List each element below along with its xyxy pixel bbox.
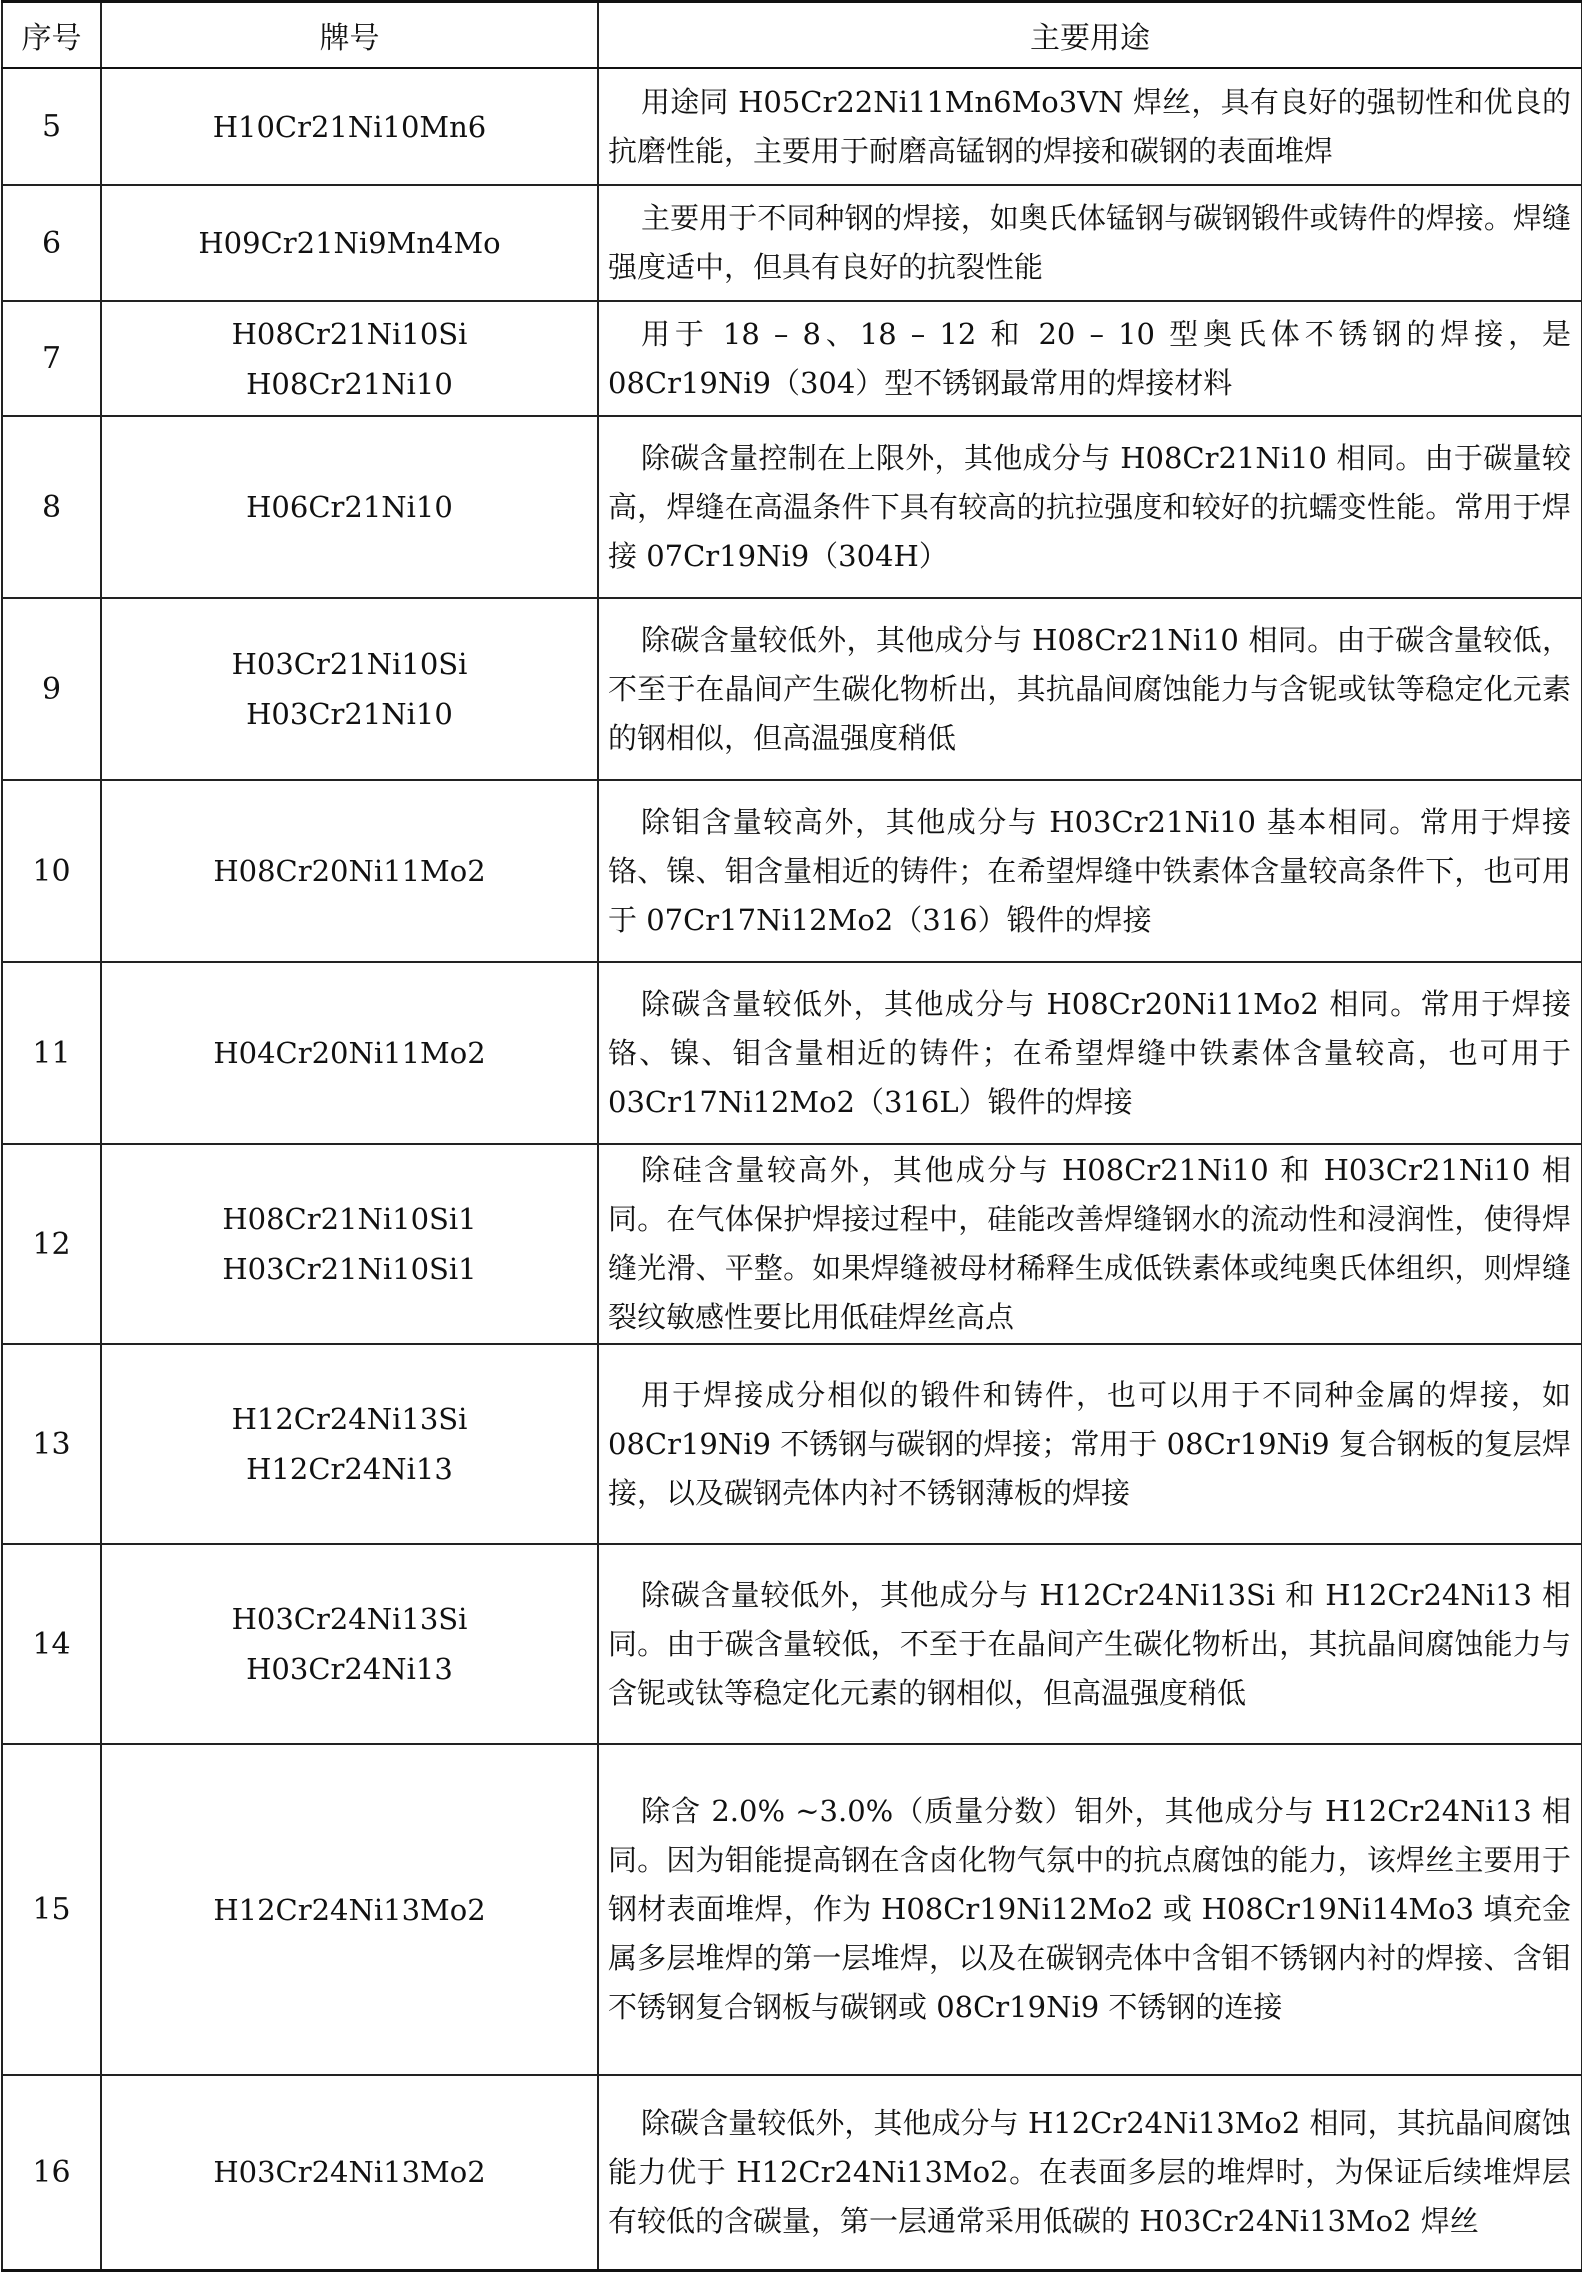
header-grade: 牌号	[101, 2, 598, 69]
grade-code: H12Cr24Ni13Si	[231, 1402, 468, 1436]
row-seq: 16	[2, 2075, 101, 2270]
row-grade	[101, 416, 598, 598]
table-row	[2, 1344, 1582, 1544]
header-use: 主要用途	[598, 2, 1582, 69]
row-use: 除含 2.0% ~3.0%（质量分数）钼外，其他成分与 H12Cr24Ni13 相同。因为钼能提高钢在含卤化物气氛中的抗点腐蚀的能力，该焊丝主要用于钢材表面堆焊，作为 H08Cr19Ni12Mo2 或 H08Cr19Ni14Mo3 填充金属多层堆焊的第一层堆焊，以及在碳钢壳体中含钼不锈钢内衬的焊接、含钼不锈钢复合钢板与碳钢或 08Cr19Ni9 不锈钢的连接	[598, 1744, 1582, 2075]
row-seq: 7	[2, 301, 101, 416]
row-grade	[101, 1744, 598, 2075]
table-row	[2, 2075, 1582, 2270]
row-grade	[101, 780, 598, 962]
row-seq: 12	[2, 1144, 101, 1344]
row-seq: 11	[2, 962, 101, 1144]
row-seq: 8	[2, 416, 101, 598]
welding-wire-table	[1, 0, 1582, 2272]
row-use: 除硅含量较高外，其他成分与 H08Cr21Ni10 和 H03Cr21Ni10 相同。在气体保护焊接过程中，硅能改善焊缝钢水的流动性和浸润性，使得焊缝光滑、平整。如果焊缝被母材稀释生成低铁素体或纯奥氏体组织，则焊缝裂纹敏感性要比用低硅焊丝高点	[598, 1144, 1582, 1344]
row-use: 主要用于不同种钢的焊接，如奥氏体锰钢与碳钢锻件或铸件的焊接。焊缝强度适中，但具有良好的抗裂性能	[598, 185, 1582, 301]
table-row	[2, 68, 1582, 185]
row-seq: 5	[2, 68, 101, 185]
grade-code: H08Cr21Ni10	[246, 366, 453, 401]
row-seq: 6	[2, 185, 101, 301]
grade-code: H10Cr21Ni10Mn6	[212, 109, 487, 144]
table-row	[2, 416, 1582, 598]
grade-code: H03Cr24Ni13Mo2	[213, 2155, 486, 2190]
row-use: 用途同 H05Cr22Ni11Mn6Mo3VN 焊丝，具有良好的强韧性和优良的抗磨性能，主要用于耐磨高锰钢的焊接和碳钢的表面堆焊	[598, 68, 1582, 185]
row-use: 除碳含量较低外，其他成分与 H12Cr24Ni13Si 和 H12Cr24Ni13 相同。由于碳含量较低，不至于在晶间产生碳化物析出，其抗晶间腐蚀能力与含铌或钛等稳定化元素的钢相似，但高温强度稍低	[598, 1544, 1582, 1744]
grade-code: H03Cr24Ni13Si	[231, 1602, 468, 1636]
table-row	[2, 1744, 1582, 2075]
grade-code: H03Cr21Ni10Si1	[222, 1252, 477, 1286]
row-grade	[101, 301, 598, 416]
table-row	[2, 962, 1582, 1144]
grade-code: H08Cr21Ni10Si1	[222, 1202, 477, 1236]
row-grade	[101, 962, 598, 1144]
row-grade	[101, 1144, 598, 1344]
table-row	[2, 1544, 1582, 1744]
row-use: 用于焊接成分相似的锻件和铸件，也可以用于不同种金属的焊接，如 08Cr19Ni9 不锈钢与碳钢的焊接；常用于 08Cr19Ni9 复合钢板的复层焊接，以及碳钢壳体内衬不锈钢薄板的焊接	[598, 1344, 1582, 1544]
grade-code: H12Cr24Ni13	[246, 1452, 453, 1486]
grade-code: H06Cr21Ni10	[246, 490, 453, 524]
row-use: 除碳含量较低外，其他成分与 H08Cr21Ni10 相同。由于碳含量较低，不至于在晶间产生碳化物析出，其抗晶间腐蚀能力与含铌或钛等稳定化元素的钢相似，但高温强度稍低	[598, 598, 1582, 780]
table-row	[2, 1144, 1582, 1344]
table-row	[2, 301, 1582, 416]
row-use: 除钼含量较高外，其他成分与 H03Cr21Ni10 基本相同。常用于焊接铬、镍、钼含量相近的铸件；在希望焊缝中铁素体含量较高条件下，也可用于 07Cr17Ni12Mo2（316）锻件的焊接	[598, 780, 1582, 962]
grade-code: H08Cr21Ni10Si	[231, 316, 468, 351]
grade-code: H09Cr21Ni9Mn4Mo	[198, 226, 501, 260]
grade-code: H12Cr24Ni13Mo2	[213, 1892, 486, 1927]
table-body	[2, 68, 1582, 2270]
row-grade	[101, 1544, 598, 1744]
row-use: 除碳含量较低外，其他成分与 H08Cr20Ni11Mo2 相同。常用于焊接铬、镍、钼含量相近的铸件；在希望焊缝中铁素体含量较高，也可用于 03Cr17Ni12Mo2（316L）锻件的焊接	[598, 962, 1582, 1144]
grade-code: H03Cr21Ni10Si	[231, 647, 468, 681]
grade-code: H03Cr24Ni13	[246, 1652, 453, 1686]
table-row	[2, 780, 1582, 962]
row-seq: 10	[2, 780, 101, 962]
row-use: 除碳含量较低外，其他成分与 H12Cr24Ni13Mo2 相同，其抗晶间腐蚀能力优于 H12Cr24Ni13Mo2。在表面多层的堆焊时，为保证后续堆焊层有较低的含碳量，第一层通常采用低碳的 H03Cr24Ni13Mo2 焊丝	[598, 2075, 1582, 2270]
row-seq: 14	[2, 1544, 101, 1744]
grade-code: H03Cr21Ni10	[246, 697, 453, 731]
table-row	[2, 185, 1582, 301]
row-use: 除碳含量控制在上限外，其他成分与 H08Cr21Ni10 相同。由于碳量较高，焊缝在高温条件下具有较高的抗拉强度和较好的抗蠕变性能。常用于焊接 07Cr19Ni9（304H）	[598, 416, 1582, 598]
row-use: 用于 18 – 8、18 – 12 和 20 – 10 型奥氏体不锈钢的焊接，是 08Cr19Ni9（304）型不锈钢最常用的焊接材料	[598, 301, 1582, 416]
row-grade	[101, 1344, 598, 1544]
table-row	[2, 598, 1582, 780]
header-row	[2, 2, 1582, 69]
row-grade	[101, 598, 598, 780]
row-seq: 13	[2, 1344, 101, 1544]
row-seq: 15	[2, 1744, 101, 2075]
row-grade	[101, 68, 598, 185]
row-seq: 9	[2, 598, 101, 780]
grade-code: H08Cr20Ni11Mo2	[213, 854, 486, 888]
row-grade	[101, 185, 598, 301]
row-grade	[101, 2075, 598, 2270]
header-seq: 序号	[2, 2, 101, 69]
table-header	[2, 2, 1582, 69]
grade-code: H04Cr20Ni11Mo2	[213, 1036, 486, 1070]
